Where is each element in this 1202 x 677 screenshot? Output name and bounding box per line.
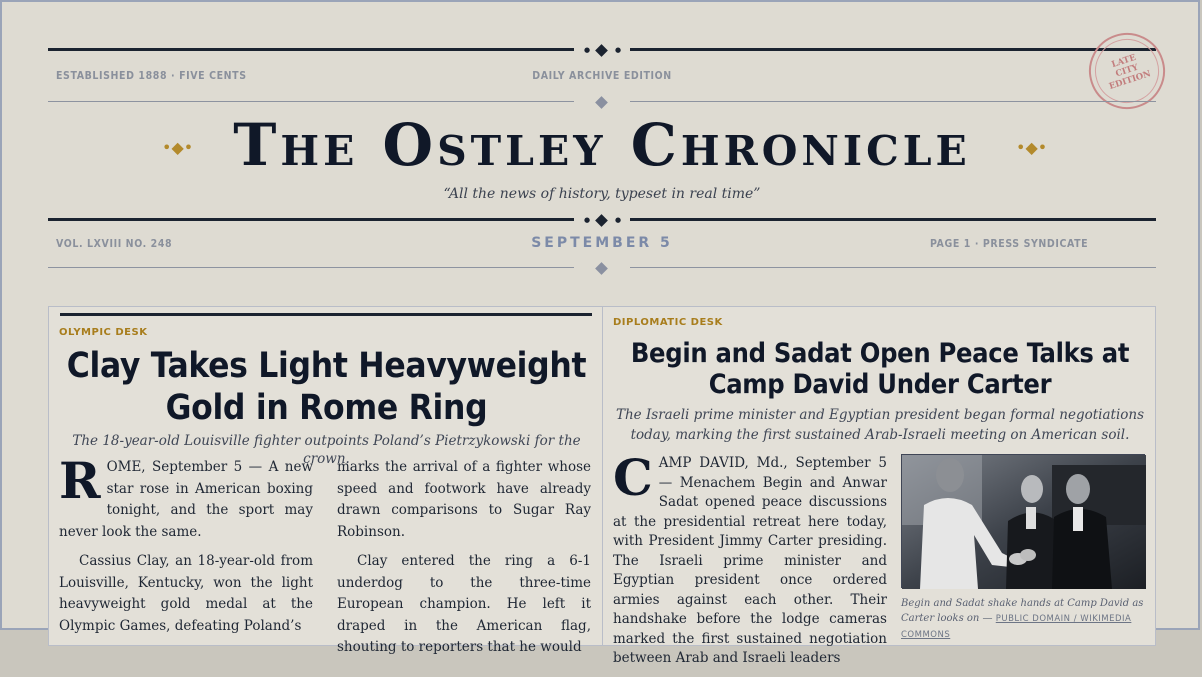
- story-paragraph: Cassius Clay, an 18-year-old from Louisville, Kentucky, won the light heavyweight gold medal at the Olympic Games, defeating Poland’s: [59, 553, 313, 634]
- left-ornament-icon: •◆•: [162, 138, 194, 157]
- volume-label: VOL. LXVIII NO. 248: [56, 238, 173, 250]
- photo-credit-link[interactable]: PUBLIC DOMAIN / WIKIMEDIA COMMONS: [901, 614, 1132, 640]
- late-city-edition-stamp: LATE CITY EDITION: [1079, 23, 1175, 119]
- top-rule: ● ●: [48, 44, 1156, 56]
- story-paragraph: marks the arrival of a fighter whose speed and footwork have already drawn comparisons to Sugar Ray Robinson.: [337, 459, 591, 540]
- story-paragraph: OME, September 5 — A new star rose in American boxing tonight, and the sport may never look the same.: [59, 459, 313, 540]
- story-column-2: [337, 457, 591, 667]
- story-headline[interactable]: Clay Takes Light Heavyweight Gold in Rome Ring: [66, 346, 587, 428]
- masthead: The Ostley Chronicle: [233, 111, 971, 179]
- caption-text: Begin and Sadat shake hands at Camp David as Carter looks on —: [901, 598, 1144, 624]
- story-column-1: [613, 448, 887, 677]
- drop-cap: C: [613, 448, 653, 507]
- middle-rule: ● ●: [48, 214, 1156, 226]
- lower-thin-rule: [48, 262, 1156, 274]
- story-kicker: OLYMPIC DESK: [59, 327, 148, 338]
- dateline: SEPTEMBER 5: [531, 235, 673, 251]
- story-dek: The 18-year-old Louisville fighter outpoints Poland’s Pietrzykowski for the crown.: [72, 433, 581, 467]
- news-photo[interactable]: [901, 454, 1145, 588]
- established-label: ESTABLISHED 1888 · FIVE CENTS: [56, 70, 247, 82]
- right-story: [602, 306, 1156, 666]
- story-paragraph: AMP DAVID, Md., September 5 — Menachem Begin and Anwar Sadat opened peace discussions at the presidential retreat here today, with President Jimmy Carter presiding. The Israeli prime minister and Egyptian president once ordered armies against each other. Their handshake before the lodge cameras marked the first sustained negotiation between Arab and Israeli leaders: [613, 455, 887, 666]
- story-top-bar: [60, 313, 592, 316]
- story-dek: The Israeli prime minister and Egyptian president began formal negotiations today, marking the first sustained Arab-Israeli meeting on American soil.: [615, 407, 1145, 443]
- story-column-1: [59, 451, 313, 645]
- photo-caption: [901, 596, 1147, 643]
- page-info-label: PAGE 1 · PRESS SYNDICATE: [930, 238, 1089, 250]
- handshake-photo-illustration: [902, 455, 1146, 589]
- story-paragraph: Clay entered the ring a 6-1 underdog to the three-time European champion. He left it draped in the American flag, shouting to reporters that he would: [337, 553, 591, 655]
- upper-thin-rule: [48, 96, 1156, 108]
- story-kicker: DIPLOMATIC DESK: [613, 317, 723, 328]
- right-ornament-icon: •◆•: [1016, 138, 1048, 157]
- tagline: “All the news of history, typeset in real time”: [443, 186, 761, 202]
- edition-label: DAILY ARCHIVE EDITION: [532, 70, 672, 82]
- left-story: [48, 306, 603, 655]
- drop-cap: R: [59, 451, 101, 510]
- story-headline[interactable]: Begin and Sadat Open Peace Talks at Camp David Under Carter: [630, 338, 1130, 400]
